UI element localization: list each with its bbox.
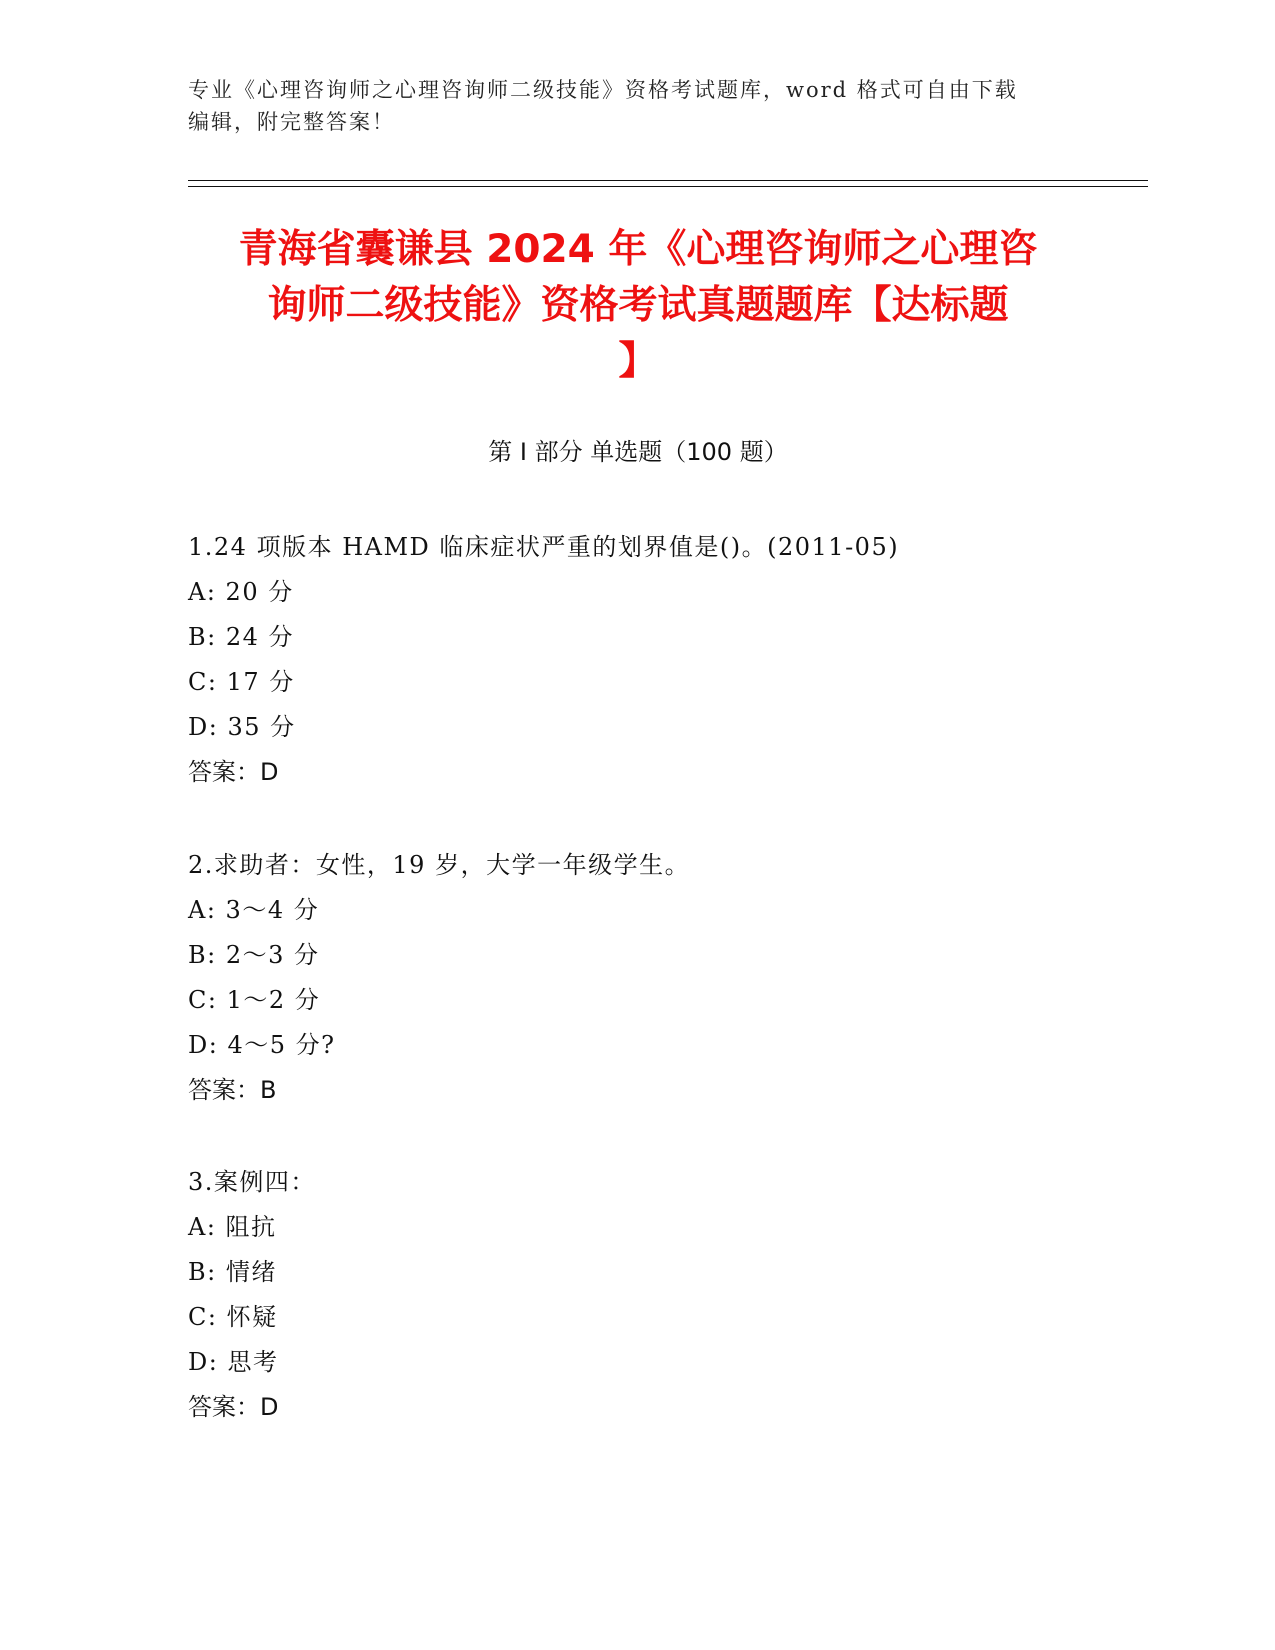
question-stem: 2.求助者：女性，19 岁，大学一年级学生。 — [188, 851, 691, 879]
question-3 — [188, 1160, 1088, 1430]
header-note — [188, 74, 1088, 138]
option-d: D: 思考 — [188, 1348, 279, 1376]
option-c: C: 1～2 分 — [188, 986, 321, 1014]
header-note-line-1: 专业《心理咨询师之心理咨询师二级技能》资格考试题库，word 格式可自由下载 — [188, 78, 1018, 102]
option-b: B: 24 分 — [188, 623, 295, 651]
document-title-line-3: 】 — [618, 339, 658, 384]
question-2 — [188, 843, 1088, 1113]
answer: 答案：D — [188, 758, 279, 786]
header-note-line-2: 编辑，附完整答案！ — [188, 110, 395, 134]
option-b: B: 情绪 — [188, 1258, 277, 1286]
option-d: D: 4～5 分? — [188, 1031, 336, 1059]
option-a: A: 20 分 — [188, 578, 294, 606]
question-stem: 3.案例四： — [188, 1168, 316, 1196]
option-c: C: 怀疑 — [188, 1303, 278, 1331]
document-title-line-1: 青海省囊谦县 2024 年《心理咨询师之心理咨 — [238, 227, 1038, 272]
header-divider-top — [188, 180, 1148, 181]
answer: 答案：B — [188, 1076, 277, 1104]
option-d: D: 35 分 — [188, 713, 296, 741]
answer: 答案：D — [188, 1393, 279, 1421]
option-b: B: 2～3 分 — [188, 941, 320, 969]
document-title — [178, 222, 1098, 390]
header-divider-bottom — [188, 186, 1148, 187]
option-c: C: 17 分 — [188, 668, 295, 696]
option-a: A: 阻抗 — [188, 1213, 277, 1241]
question-stem: 1.24 项版本 HAMD 临床症状严重的划界值是()。(2011-05) — [188, 533, 900, 561]
section-heading: 第 I 部分 单选题（100 题） — [488, 438, 788, 466]
question-1 — [188, 525, 1088, 795]
document-title-line-2: 询师二级技能》资格考试真题题库【达标题 — [267, 283, 1009, 328]
option-a: A: 3～4 分 — [188, 896, 320, 924]
